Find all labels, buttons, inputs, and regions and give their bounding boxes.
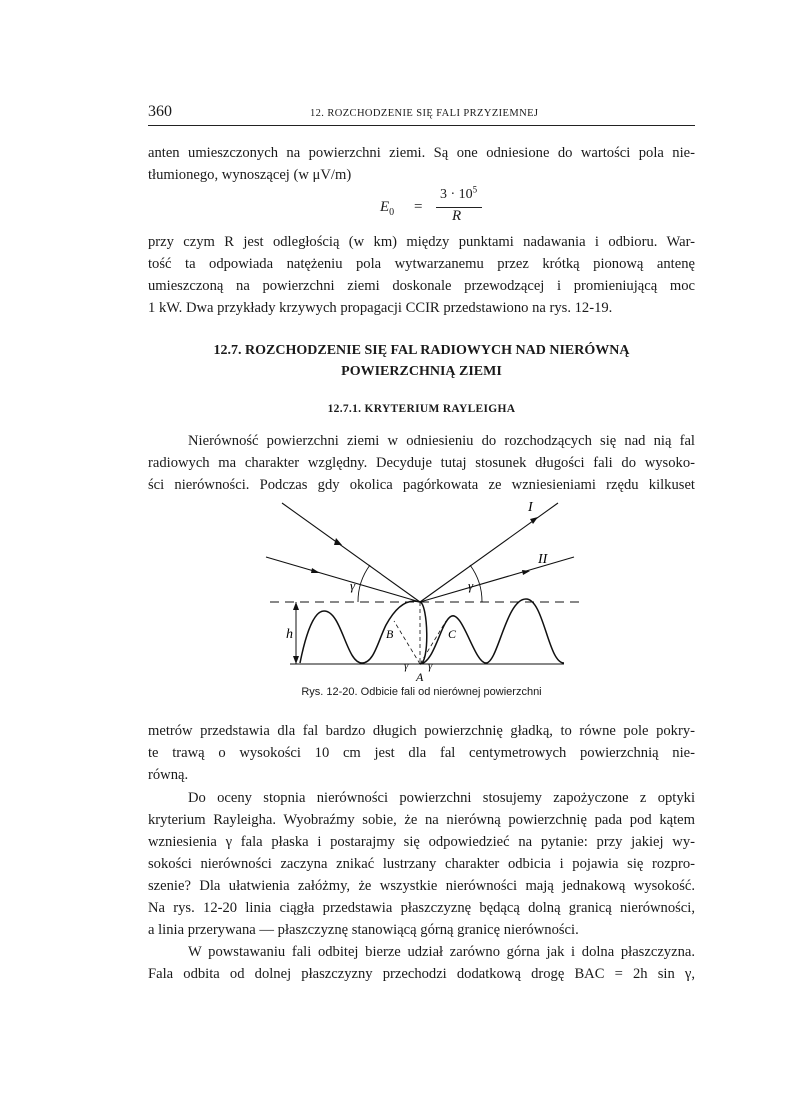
label-ray-2: II [538, 552, 548, 567]
text-line: sokości nierówności zaczyna znikać lustrzany charakter odbicia i pojawia się rozpro- [148, 856, 695, 872]
text-line: szenie? Dla ułatwienia załóżmy, że wszystkie nierówności mają jednakową wysokość. [148, 878, 695, 894]
path-ab [394, 621, 420, 664]
text-line: wzniesienia γ fala płaska i postarajmy się odpowiedzieć na pytanie: przy jakiej wy- [148, 834, 695, 850]
text-line: Na rys. 12-20 linia ciągła przedstawia płaszczyznę będącą dolną granicą nierówności, [148, 900, 695, 916]
arrow-icon [293, 602, 299, 610]
text-line: kryterium Rayleigha. Wyobraźmy sobie, że na nierówną powierzchnię pada pod kątem [148, 812, 695, 828]
arrow-icon [530, 517, 538, 524]
paragraph-examples [148, 720, 695, 786]
text-line: równą. [148, 767, 189, 783]
label-b: B [386, 627, 394, 641]
path-ac [420, 621, 446, 664]
text-line: a linia przerywana — płaszczyznę stanowiącą górną granicę nierówności. [148, 922, 579, 938]
figure-caption: Rys. 12-20. Odbicie fali od nierównej powierzchni [301, 686, 542, 698]
text-line: 1 kW. Dwa przykłady krzywych propagacji CCIR przedstawiono na rys. 12-19. [148, 300, 613, 316]
label-h: h [286, 627, 293, 642]
page-header [148, 103, 695, 126]
paragraph-intro [148, 142, 695, 186]
text-line: radiowych ma charakter względny. Decyduje tutaj stosunek długości fali do wysoko- [148, 455, 695, 471]
section-title: 12.7. ROZCHODZENIE SIĘ FAL RADIOWYCH NAD NIERÓWNĄ POWIERZCHNIĄ ZIEMI [213, 343, 630, 379]
formula-lhs: $E_0$ [380, 199, 395, 218]
incident-ray-2 [266, 557, 420, 602]
text-line: metrów przedstawia dla fal bardzo długich powierzchnię gładką, to równe pole pokry- [148, 723, 695, 739]
angle-arc-left [358, 565, 370, 602]
text-line: przy czym R jest odległością (w km) między punktami nadawania i odbioru. War- [148, 234, 695, 250]
label-gamma: γ [428, 660, 433, 672]
text-line: te trawą o wysokości 10 cm jest dla fal centymetrowych powierzchnią nie- [148, 745, 695, 761]
reflection-diagram [262, 495, 592, 690]
rough-surface-curve [300, 599, 564, 664]
reflected-ray-2 [420, 557, 574, 602]
formula-numerator: $3 \cdot 10^5$ [440, 184, 478, 202]
text-line: Do oceny stopnia nierówności powierzchni stosujemy zapożyczone z optyki [188, 790, 695, 806]
page-number: 360 [148, 103, 172, 120]
label-ray-1: I [528, 500, 533, 515]
arrow-icon [311, 568, 320, 573]
text-line: Fala odbita od dolnej płaszczyzny przechodzi dodatkową drogę BAC = 2h sin γ, [148, 966, 695, 982]
label-c: C [448, 627, 457, 641]
text-line: W powstawaniu fali odbitej bierze udział zarówno górna jak i dolna płaszczyzna. [188, 944, 695, 960]
label-gamma: γ [468, 578, 474, 593]
paragraph-roughness [148, 430, 695, 496]
text-line: tłumionego, wynoszącej (w μV/m) [148, 167, 352, 183]
paragraph-rayleigh [148, 787, 695, 941]
text-line: tość ta odpowiada natężeniu pola wytwarzanemu przez krótką pionową antenę [148, 256, 695, 272]
running-head: 12. ROZCHODZENIE SIĘ FALI PRZYZIEMNEJ [310, 108, 539, 119]
text-line: anten umieszczonych na powierzchni ziemi. Są one odniesione do wartości pola nie- [148, 145, 695, 161]
field-strength-formula [380, 185, 520, 231]
arrow-icon [293, 656, 299, 664]
subsection-title: 12.7.1. KRYTERIUM RAYLEIGHA [327, 403, 516, 415]
label-a: A [416, 670, 424, 684]
paragraph-definition [148, 231, 695, 319]
arrow-icon [334, 538, 342, 545]
label-gamma: γ [350, 578, 356, 593]
paragraph-path-difference [148, 941, 695, 985]
text-line: umieszczoną na powierzchni ziemi doskonale przewodzącej i promieniującą moc [148, 278, 695, 294]
formula-denominator: R [452, 208, 462, 224]
text-line: Nierówność powierzchni ziemi w odniesieniu do rozchodzących się nad nią fal [188, 433, 695, 449]
label-gamma: γ [404, 660, 409, 672]
formula-equals: = [414, 199, 423, 215]
text-line: ści nierówności. Podczas gdy okolica pagórkowata ze wzniesieniami rzędu kilkuset [148, 477, 695, 493]
